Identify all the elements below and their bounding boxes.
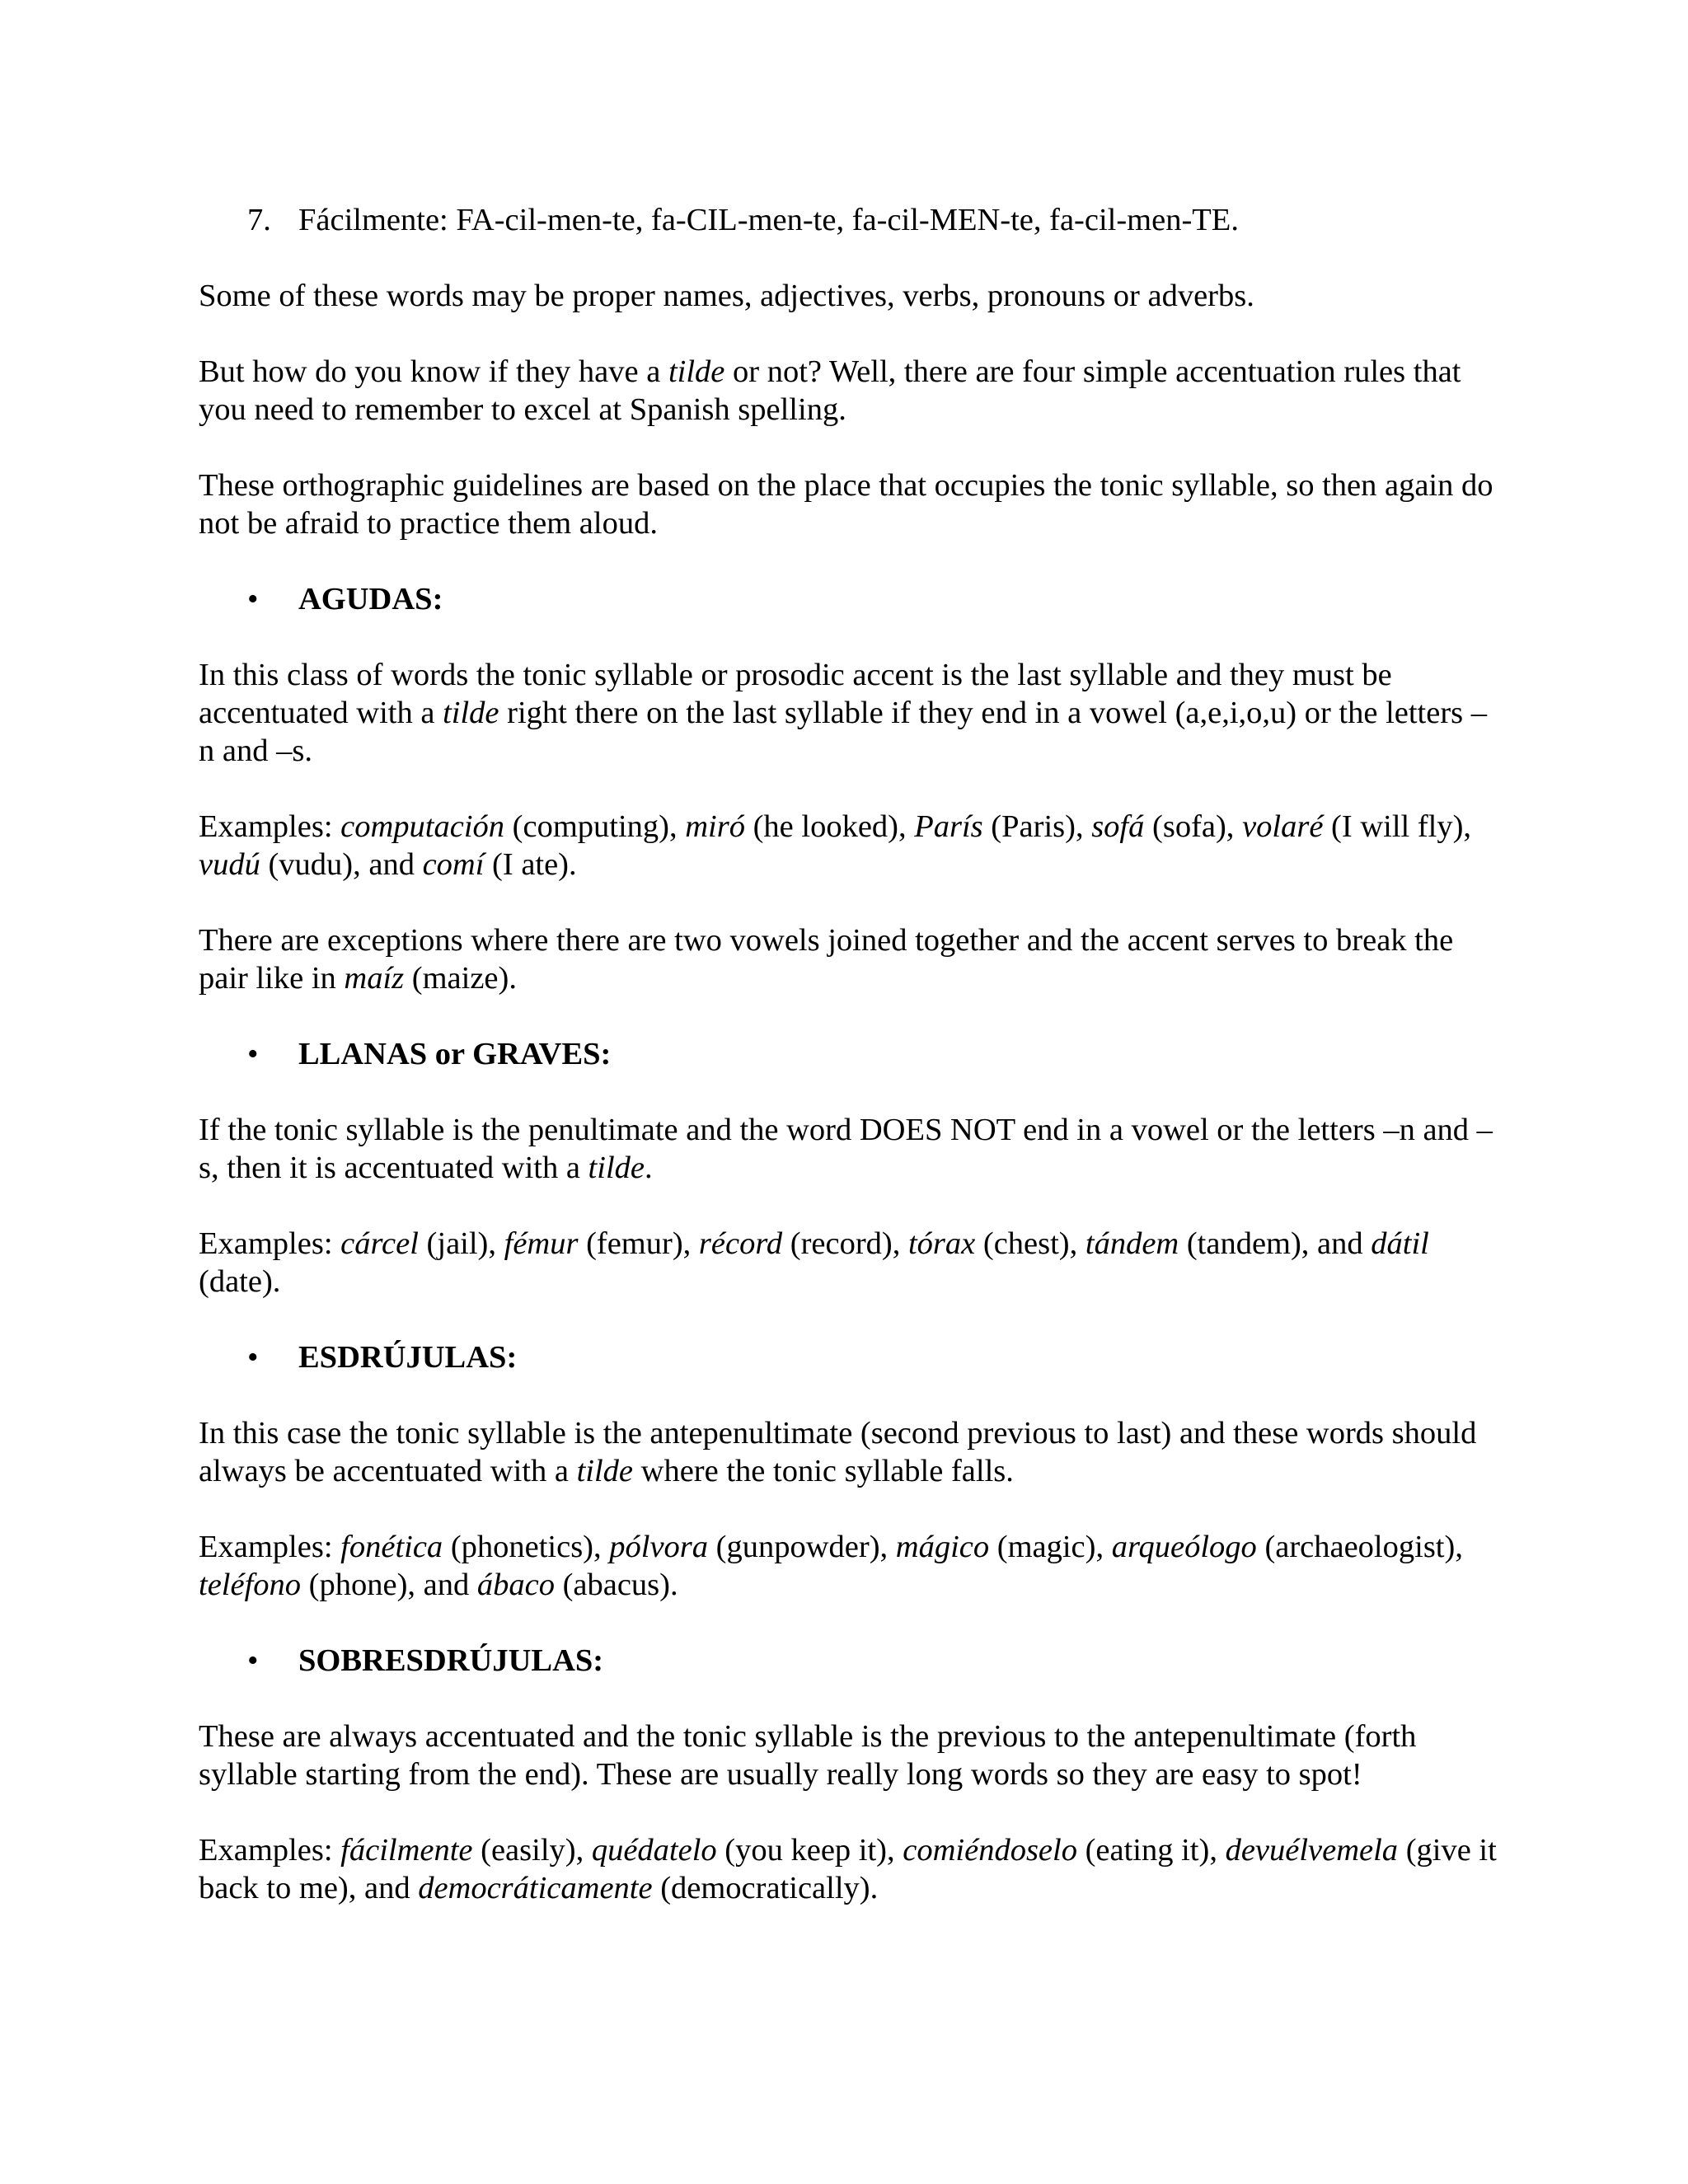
agudas-examples: Examples: computación (computing), miró (he looked), París (Paris), sofá (sofa), volaré (I will fly), vudú (vudu), and comí (I ate).	[199, 809, 1472, 882]
section-heading-llanas: LLANAS or GRAVES:	[298, 1037, 612, 1071]
intro-paragraph-3: These orthographic guidelines are based on the place that occupies the tonic syllable, so then again do not be afraid to practice them aloud.	[199, 468, 1493, 541]
section-heading-esdrujulas: ESDRÚJULAS:	[298, 1340, 518, 1375]
sobresdrujulas-examples: Examples: fácilmente (easily), quédatelo (you keep it), comiéndoselo (eating it), devuélvemela (give it back to me), and democráticamente (democratically).	[199, 1833, 1497, 1905]
intro-paragraph-1: Some of these words may be proper names, adjectives, verbs, pronouns or adverbs.	[199, 279, 1254, 313]
bullet-icon: •	[247, 1037, 259, 1071]
section-heading-sobresdrujulas: SOBRESDRÚJULAS:	[298, 1643, 604, 1678]
esdrujulas-description: In this case the tonic syllable is the antepenultimate (second previous to last) and these words should always be accentuated with a tilde where the tonic syllable falls.	[199, 1416, 1477, 1488]
bullet-icon: •	[247, 1340, 259, 1375]
bullet-icon: •	[247, 582, 259, 616]
llanas-description: If the tonic syllable is the penultimate and the word DOES NOT end in a vowel or the letters –n and –s, then it is accentuated with a tilde.	[199, 1113, 1493, 1185]
section-heading-agudas: AGUDAS:	[298, 582, 443, 616]
bullet-icon: •	[247, 1643, 259, 1678]
llanas-examples: Examples: cárcel (jail), fémur (femur), récord (record), tórax (chest), tándem (tandem), and dátil (date).	[199, 1226, 1429, 1299]
list-item-text: Fácilmente: FA-cil-men-te, fa-CIL-men-te, fa-cil-MEN-te, fa-cil-men-TE.	[298, 203, 1239, 237]
esdrujulas-examples: Examples: fonética (phonetics), pólvora (gunpowder), mágico (magic), arqueólogo (archaeologist), teléfono (phone), and ábaco (abacus).	[199, 1530, 1463, 1602]
intro-paragraph-2: But how do you know if they have a tilde or not? Well, there are four simple accentuation rules that you need to remember to excel at Spanish spelling.	[199, 354, 1461, 427]
sobresdrujulas-description: These are always accentuated and the tonic syllable is the previous to the antepenultimate (forth syllable starting from the end). These are usually really long words so they are easy to spot!	[199, 1719, 1417, 1792]
agudas-description: In this class of words the tonic syllable or prosodic accent is the last syllable and they must be accentuated with a tilde right there on the last syllable if they end in a vowel (a,e,i,o,u) or the letters –n and –s.	[199, 658, 1488, 768]
agudas-exceptions: There are exceptions where there are two vowels joined together and the accent serves to break the pair like in maíz (maize).	[199, 923, 1454, 996]
list-number: 7.	[247, 203, 271, 237]
